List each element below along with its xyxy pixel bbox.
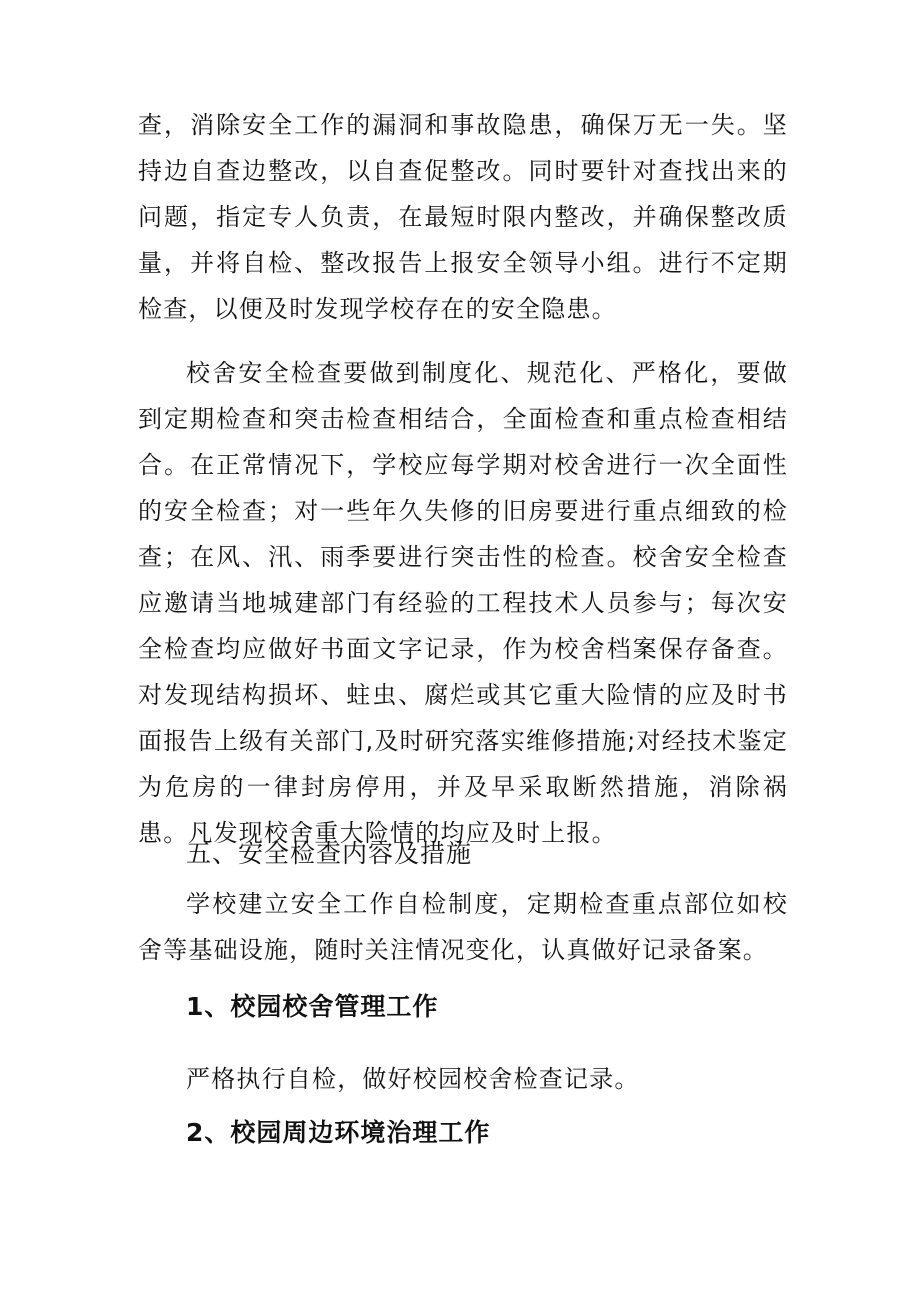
paragraph-continuation: 查，消除安全工作的漏洞和事故隐患，确保万无一失。坚持边自查边整改，以自查促整改。同时要针对查找出来的问题，指定专人负责，在最短时限内整改，并确保整改质量，并将自检、整改报告上报安全领导小组。进行不定期检查，以便及时发现学校存在的安全隐患。 <box>138 111 788 323</box>
sub-heading-campus-building-management: 1、校园校舍管理工作 <box>186 992 439 1021</box>
section-heading: 五、安全检查内容及措施 <box>186 839 473 868</box>
paragraph-strict-self-inspection: 严格执行自检，做好校园校舍检查记录。 <box>186 1065 640 1093</box>
paragraph-self-inspection-system: 学校建立安全工作自检制度，定期检查重点部位如校舍等基础设施，随时关注情况变化，认真做好记录备案。 <box>138 890 788 964</box>
paragraph-school-building-inspection: 校舍安全检查要做到制度化、规范化、严格化，要做到定期检查和突击检查相结合，全面检查和重点检查相结合。在正常情况下，学校应每学期对校舍进行一次全面性的安全检查；对一些年久失修的旧房要进行重点细致的检查；在风、汛、雨季要进行突击性的检查。校舍安全检查应邀请当地城建部门有经验的工程技术人员参与；每次安全检查均应做好书面文字记录，作为校舍档案保存备查。对发现结构损坏、蛀虫、腐烂或其它重大险情的应及时书面报告上级有关部门,及时研究落实维修措施;对经技术鉴定为危房的一律封房停用，并及早采取断然措施，消除祸患。凡发现校舍重大险情的均应及时上报。 <box>138 359 788 847</box>
sub-heading-campus-surroundings: 2、校园周边环境治理工作 <box>186 1118 491 1147</box>
